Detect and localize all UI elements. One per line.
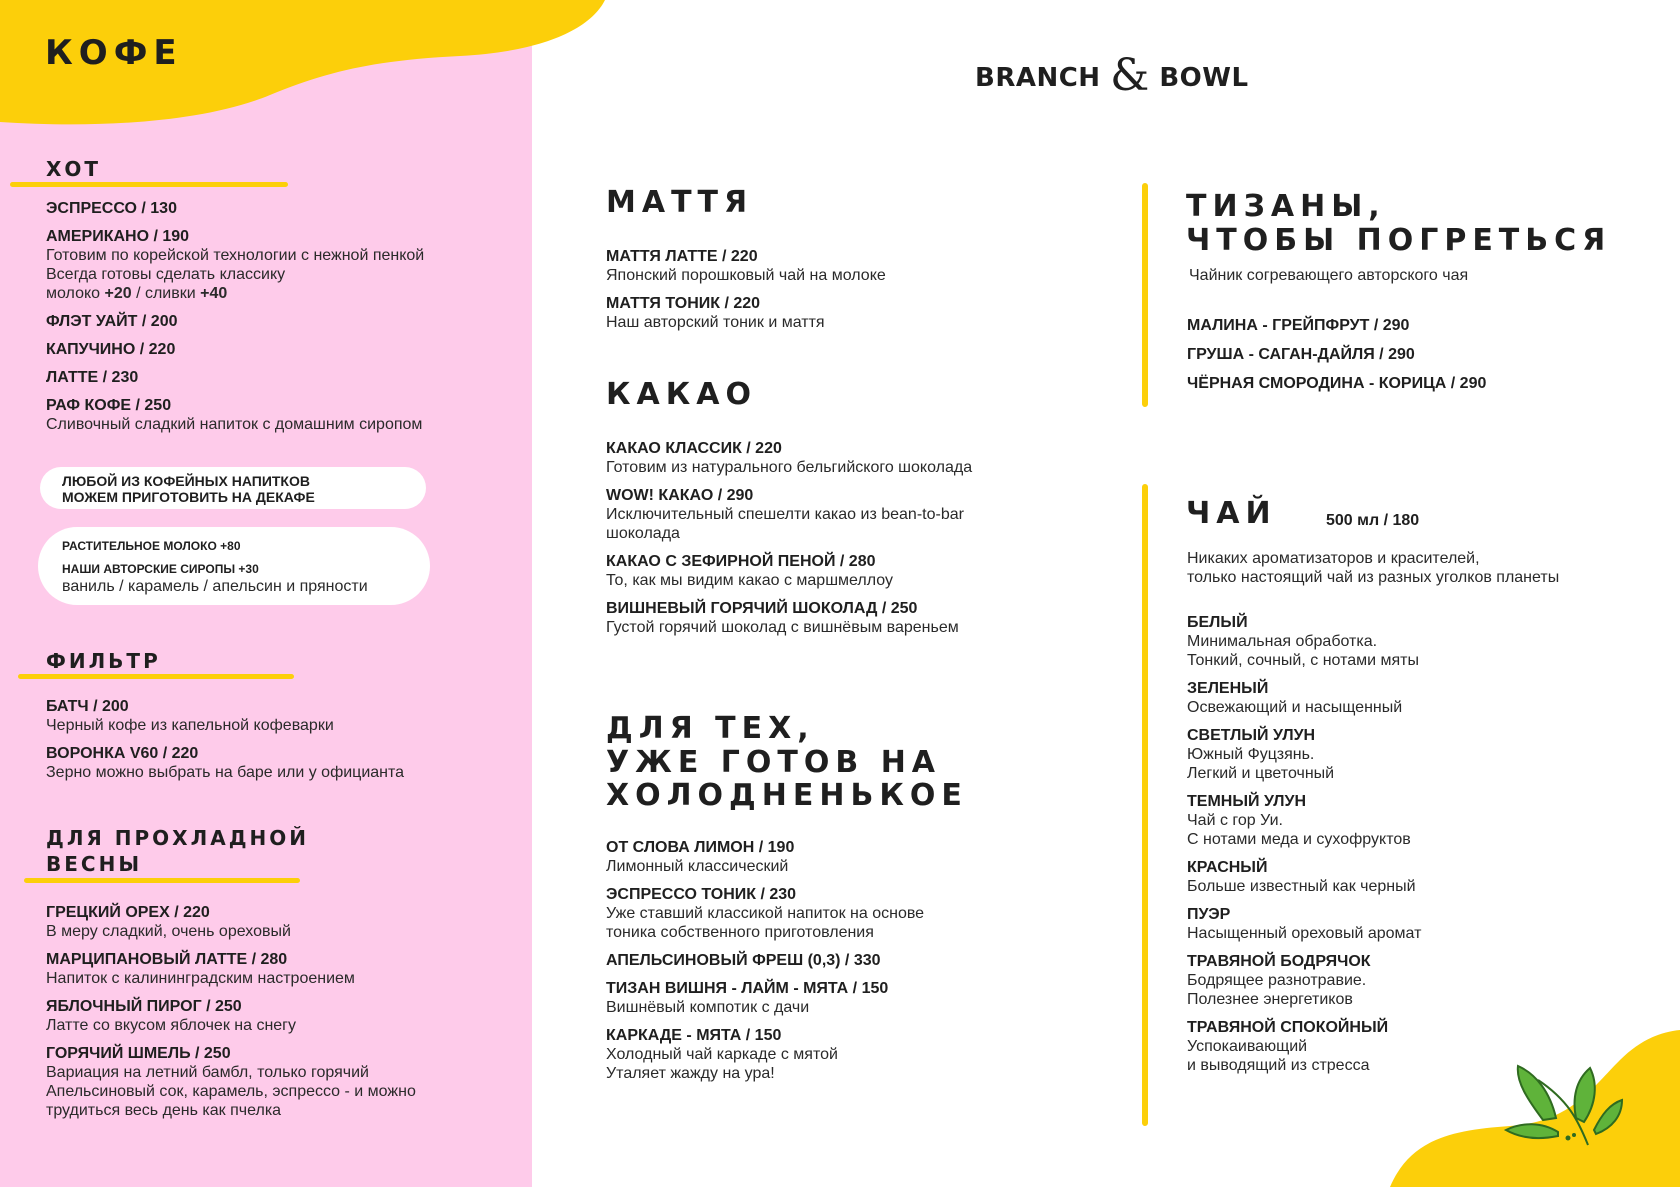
matcha-items xyxy=(606,247,1066,341)
filter-underline xyxy=(18,674,294,679)
addon-label: / сливки xyxy=(131,285,201,302)
cold-title-line: ДЛЯ ТЕХ, xyxy=(606,711,815,746)
item-description: Освежающий и насыщенный xyxy=(1187,699,1403,716)
item-description: Минимальная обработка. xyxy=(1187,633,1378,650)
menu-item xyxy=(606,247,1066,285)
syrups-note: НАШИ АВТОРСКИЕ СИРОПЫ +30 xyxy=(62,562,259,576)
cold-title-line: УЖЕ ГОТОВ НА xyxy=(606,744,942,780)
tisanes-title-line: ТИЗАНЫ, xyxy=(1186,189,1386,224)
menu-item xyxy=(1187,905,1587,943)
addon-label: молоко xyxy=(46,285,105,302)
tisanes-items xyxy=(1187,316,1647,393)
filter-section xyxy=(18,648,518,679)
item-description: Напиток с калининградским настроением xyxy=(46,970,355,987)
item-name: КАКАО С ЗЕФИРНОЙ ПЕНОЙ / 280 xyxy=(606,553,876,570)
item-name: ПУЭР xyxy=(1187,906,1231,923)
brand-name-right: BOWL xyxy=(1159,63,1249,93)
item-description: Легкий и цветочный xyxy=(1187,765,1335,782)
milk-addons xyxy=(46,284,516,303)
menu-item xyxy=(606,439,1076,477)
cold-title xyxy=(606,712,968,813)
item-name: ЯБЛОЧНЫЙ ПИРОГ / 250 xyxy=(46,998,242,1015)
menu-item xyxy=(1187,1018,1587,1075)
extras-note xyxy=(38,527,430,605)
item-name: КРАСНЫЙ xyxy=(1187,859,1268,876)
item-description: Холодный чай каркаде с мятой xyxy=(606,1046,838,1063)
item-description: Насыщенный ореховый аромат xyxy=(1187,925,1422,942)
menu-item xyxy=(606,838,1076,876)
item-description: Успокаивающий xyxy=(1187,1038,1308,1055)
item-description: Готовим из натурального бельгийского шоколада xyxy=(606,459,973,476)
item-name: БАТЧ / 200 xyxy=(46,698,129,715)
item-name: КАПУЧИНО / 220 xyxy=(46,341,176,358)
addon-price: +40 xyxy=(200,285,228,302)
menu-item xyxy=(606,885,1076,942)
spring-heading: ДЛЯ ПРОХЛАДНОЙ xyxy=(46,826,309,850)
item-name: ТЕМНЫЙ УЛУН xyxy=(1187,793,1307,810)
syrups-list: ваниль / карамель / апельсин и пряности xyxy=(62,578,368,595)
item-name: СВЕТЛЫЙ УЛУН xyxy=(1187,727,1316,744)
cold-items xyxy=(606,838,1076,1092)
item-name: ЛАТТЕ / 230 xyxy=(46,369,139,386)
item-name: МАТТЯ ЛАТТЕ / 220 xyxy=(606,248,758,265)
spring-heading: ВЕСНЫ xyxy=(46,852,143,876)
item-description: Больше известный как черный xyxy=(1187,878,1416,895)
tisanes-title xyxy=(1186,190,1611,257)
decaf-note-line: МОЖЕМ ПРИГОТОВИТЬ НА ДЕКАФЕ xyxy=(62,489,315,505)
item-name: АПЕЛЬСИНОВЫЙ ФРЕШ (0,3) / 330 xyxy=(606,952,881,969)
item-description: и выводящий из стресса xyxy=(1187,1057,1370,1074)
tisanes-title-line: ЧТОБЫ ПОГРЕТЬСЯ xyxy=(1186,222,1612,258)
tea-items xyxy=(1187,613,1587,1084)
menu-item xyxy=(46,396,516,434)
cocoa-items xyxy=(606,439,1076,646)
item-description: Готовим по корейской технологии с нежной пенкой xyxy=(46,247,425,264)
item-description: шоколада xyxy=(606,525,680,542)
item-name: ЭСПРЕССО ТОНИК / 230 xyxy=(606,886,797,903)
item-name: ЗЕЛЕНЫЙ xyxy=(1187,680,1269,697)
brand-name-left: BRANCH xyxy=(975,63,1101,93)
item-name: КАКАО КЛАССИК / 220 xyxy=(606,440,782,457)
tea-intro xyxy=(1187,549,1667,587)
tea-intro-line: только настоящий чай из разных уголков планеты xyxy=(1187,569,1560,586)
menu-item xyxy=(606,979,1076,1017)
item-description: Уже ставший классикой напиток на основе xyxy=(606,905,925,922)
hot-underline xyxy=(10,182,288,187)
brand-logo xyxy=(975,50,1249,101)
item-name: ГРЕЦКИЙ ОРЕХ / 220 xyxy=(46,904,210,921)
tea-divider xyxy=(1142,484,1148,1126)
menu-item xyxy=(46,368,516,387)
tea-title: ЧАЙ xyxy=(1186,496,1277,531)
item-description: Чай с гор Уи. xyxy=(1187,812,1283,829)
item-description: Исключительный спешелти какао из bean-to-bar xyxy=(606,506,964,523)
item-name: ВОРОНКА V60 / 220 xyxy=(46,745,199,762)
tea-intro-line: Никаких ароматизаторов и красителей, xyxy=(1187,550,1480,567)
item-description: То, как мы видим какао с маршмеллоу xyxy=(606,572,893,589)
item-description: Уталяет жажду на ура! xyxy=(606,1065,775,1082)
item-description: Густой горячий шоколад с вишнёвым вареньем xyxy=(606,619,959,636)
item-description: Вишнёвый компотик с дачи xyxy=(606,999,810,1016)
spring-items xyxy=(46,903,526,1129)
menu-item xyxy=(1187,726,1587,783)
item-name: АМЕРИКАНО / 190 xyxy=(46,228,190,245)
menu-item xyxy=(46,199,516,218)
item-name: ТРАВЯНОЙ СПОКОЙНЫЙ xyxy=(1187,1019,1389,1036)
item-description: трудиться весь день как пчелка xyxy=(46,1102,282,1119)
menu-item xyxy=(606,599,1076,637)
menu-item xyxy=(1187,613,1587,670)
item-name: БЕЛЫЙ xyxy=(1187,614,1248,631)
item-description: Японский порошковый чай на молоке xyxy=(606,267,886,284)
menu-item xyxy=(46,312,516,331)
cocoa-title: КАКАО xyxy=(606,377,757,412)
item-description: Южный Фуцзянь. xyxy=(1187,746,1315,763)
item-description: Черный кофе из капельной кофеварки xyxy=(46,717,334,734)
item-description: Зерно можно выбрать на баре или у официанта xyxy=(46,764,405,781)
tea-volume-price: 500 мл / 180 xyxy=(1326,512,1420,529)
tisanes-subtitle: Чайник согревающего авторского чая xyxy=(1189,267,1469,284)
brand-ampersand: & xyxy=(1110,50,1150,101)
menu-item xyxy=(46,227,516,303)
item-name: КАРКАДЕ - МЯТА / 150 xyxy=(606,1027,782,1044)
decaf-note-line: ЛЮБОЙ ИЗ КОФЕЙНЫХ НАПИТКОВ xyxy=(62,473,310,489)
hot-section xyxy=(10,156,510,187)
item-name: МАРЦИПАНОВЫЙ ЛАТТЕ / 280 xyxy=(46,951,288,968)
filter-heading: ФИЛЬТР xyxy=(46,649,161,673)
plant-milk-note: РАСТИТЕЛЬНОЕ МОЛОКО +80 xyxy=(62,539,241,553)
menu-item xyxy=(46,340,516,359)
hot-heading: ХОТ xyxy=(46,157,102,181)
addon-price: +20 xyxy=(104,285,132,302)
menu-item xyxy=(46,744,516,782)
filter-items xyxy=(46,697,516,791)
hot-items xyxy=(46,199,516,443)
item-name: ОТ СЛОВА ЛИМОН / 190 xyxy=(606,839,795,856)
menu-item xyxy=(1187,792,1587,849)
item-name: WOW! КАКАО / 290 xyxy=(606,487,754,504)
item-description: Сливочный сладкий напиток с домашним сиропом xyxy=(46,416,423,433)
menu-item xyxy=(46,950,526,988)
item-description: Вариация на летний бамбл, только горячий xyxy=(46,1064,369,1081)
menu-item xyxy=(606,1026,1076,1083)
item-name: ФЛЭТ УАЙТ / 200 xyxy=(46,313,178,330)
item-name: ГОРЯЧИЙ ШМЕЛЬ / 250 xyxy=(46,1045,231,1062)
menu-item xyxy=(606,552,1076,590)
item-description: С нотами меда и сухофруктов xyxy=(1187,831,1411,848)
item-description: В меру сладкий, очень ореховый xyxy=(46,923,291,940)
item-name: ВИШНЕВЫЙ ГОРЯЧИЙ ШОКОЛАД / 250 xyxy=(606,600,918,617)
menu-item xyxy=(606,294,1066,332)
menu-item xyxy=(1187,952,1587,1009)
menu-item xyxy=(606,951,1076,970)
item-name: ГРУША - САГАН-ДАЙЛЯ / 290 xyxy=(1187,346,1415,363)
matcha-title: МАТТЯ xyxy=(606,185,754,220)
item-description: Латте со вкусом яблочек на снегу xyxy=(46,1017,297,1034)
item-description: тоника собственного приготовления xyxy=(606,924,874,941)
coffee-title: КОФЕ xyxy=(45,33,183,73)
item-name: ЧЁРНАЯ СМОРОДИНА - КОРИЦА / 290 xyxy=(1187,375,1487,392)
item-name: РАФ КОФЕ / 250 xyxy=(46,397,172,414)
menu-item xyxy=(46,1044,526,1120)
spring-section xyxy=(24,825,524,883)
menu-item xyxy=(46,903,526,941)
tisanes-divider xyxy=(1142,183,1148,407)
cold-title-line: ХОЛОДНЕНЬКОЕ xyxy=(606,778,968,814)
item-name: МАЛИНА - ГРЕЙПФРУТ / 290 xyxy=(1187,317,1410,334)
menu-item xyxy=(1187,858,1587,896)
menu-item xyxy=(1187,679,1587,717)
item-description: Полезнее энергетиков xyxy=(1187,991,1353,1008)
item-name: ТИЗАН ВИШНЯ - ЛАЙМ - МЯТА / 150 xyxy=(606,980,889,997)
item-name: МАТТЯ ТОНИК / 220 xyxy=(606,295,761,312)
decaf-note xyxy=(40,467,426,509)
menu-item xyxy=(46,697,516,735)
menu-item xyxy=(46,997,526,1035)
item-description: Бодрящее разнотравие. xyxy=(1187,972,1367,989)
item-description: Наш авторский тоник и маття xyxy=(606,314,825,331)
item-description: Апельсиновый сок, карамель, эспрессо - и можно xyxy=(46,1083,416,1100)
spring-underline xyxy=(24,878,300,883)
item-name: ЭСПРЕССО / 130 xyxy=(46,200,177,217)
item-description: Лимонный классический xyxy=(606,858,789,875)
item-description: Тонкий, сочный, с нотами мяты xyxy=(1187,652,1419,669)
item-name: ТРАВЯНОЙ БОДРЯЧОК xyxy=(1187,953,1371,970)
menu-item xyxy=(606,486,1076,543)
item-description: Всегда готовы сделать классику xyxy=(46,266,286,283)
